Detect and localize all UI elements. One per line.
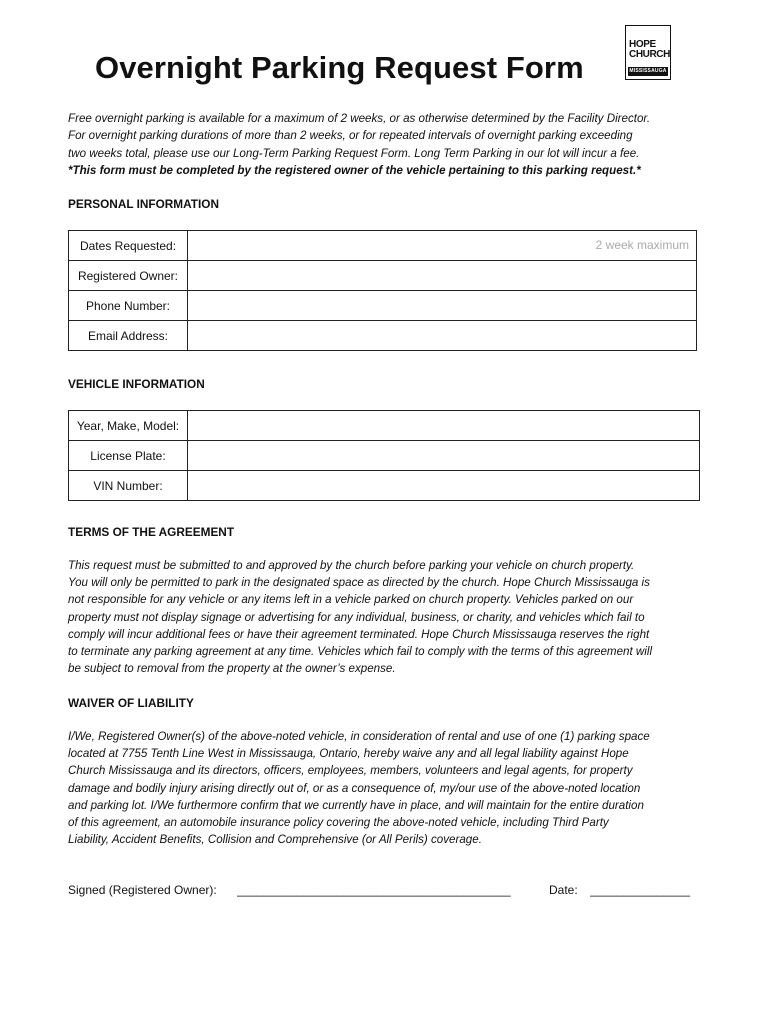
logo-text-church: CHURCH [629,49,670,60]
vehicle-info-heading: VEHICLE INFORMATION [68,377,205,391]
waiver-line: I/We, Registered Owner(s) of the above-noted vehicle, in consideration of rental and use of one (1) parking space [68,730,650,743]
terms-line: comply will incur additional fees or have their agreement terminated. Hope Church Mississauga reserves the right [68,627,650,641]
intro-line: For overnight parking durations of more than 2 weeks, or for repeated intervals of overnight parking exceeding [68,129,633,143]
waiver-line: and parking lot. I/We furthermore confirm that we currently have in place, and will maintain for the entire duration [68,798,644,812]
license-plate-row [69,441,700,471]
waiver-line: damage and bodily injury arising directly out of, or as a consequence of, my/our use of the above-noted location [68,781,641,795]
phone-number-label: Phone Number: [69,291,188,321]
email-address-field[interactable] [188,321,697,351]
vehicle-info-table [68,410,700,501]
dates-requested-field[interactable] [188,231,697,261]
email-address-row [69,321,697,351]
waiver-paragraph [68,728,718,848]
date-label: Date: [549,883,578,897]
logo-text-mississauga: MISSISSAUGA [629,68,667,74]
intro-line: two weeks total, please use our Long-Term Parking Request Form. Long Term Parking in our lot will incur a fee. [68,146,640,160]
waiver-line: Church Mississauga and its directors, officers, employees, members, volunteers and legal agents, for property [68,764,633,778]
date-line[interactable]: _______________ [590,883,691,897]
personal-info-heading: PERSONAL INFORMATION [68,197,219,211]
year-make-model-row [69,411,700,441]
license-plate-field[interactable] [188,441,700,471]
phone-number-field[interactable] [188,291,697,321]
registered-owner-row [69,261,697,291]
intro-line: Free overnight parking is available for a maximum of 2 weeks, or as otherwise determined by the Facility Director. [68,112,651,125]
waiver-heading: WAIVER OF LIABILITY [68,696,194,710]
personal-info-table [68,230,697,351]
registered-owner-field[interactable] [188,261,697,291]
terms-line: property must not display signage or advertising for any individual, business, or charity, and vehicles which fail to [68,610,645,624]
logo-text-hope: HOPE [629,39,656,50]
dates-requested-row [69,231,697,261]
terms-line: to terminate any parking agreement at any time. Vehicles which fail to comply with the terms of this agreement will [68,645,653,659]
phone-number-row [69,291,697,321]
registered-owner-label: Registered Owner: [69,261,188,291]
waiver-line: located at 7755 Tenth Line West in Mississauga, Ontario, hereby waive any and all legal liability against Hope [68,747,629,761]
signed-label: Signed (Registered Owner): [68,883,217,897]
email-address-label: Email Address: [69,321,188,351]
terms-line: You will only be permitted to park in the designated space as directed by the church. Hope Church Mississauga is [68,576,650,590]
terms-line: not responsible for any vehicle or any items left in a vehicle parked on church property. Vehicles parked on our [68,593,634,607]
vin-number-field[interactable] [188,471,700,501]
year-make-model-label: Year, Make, Model: [69,411,188,441]
terms-heading: TERMS OF THE AGREEMENT [68,525,235,539]
vin-number-label: VIN Number: [69,471,188,501]
license-plate-label: License Plate: [69,441,188,471]
intro-paragraph [68,110,718,180]
terms-line: be subject to removal from the property at the owner’s expense. [68,662,396,676]
year-make-model-field[interactable] [188,411,700,441]
dates-requested-label: Dates Requested: [69,231,188,261]
dates-requested-placeholder: 2 week maximum [595,238,689,252]
signature-line[interactable]: _________________________________________ [237,883,511,897]
vin-number-row [69,471,700,501]
hope-church-logo [625,25,671,80]
terms-line: This request must be submitted to and approved by the church before parking your vehicle on church property. [68,559,635,572]
page-title: Overnight Parking Request Form [95,50,584,85]
waiver-line: of this agreement, an automobile insurance policy covering the above-noted vehicle, including Third Party [68,816,609,830]
waiver-line: Liability, Accident Benefits, Collision and Comprehensive (or All Perils) coverage. [68,833,482,847]
owner-requirement-note: *This form must be completed by the registered owner of the vehicle pertaining to this parking request.* [68,164,641,178]
terms-paragraph [68,557,718,677]
